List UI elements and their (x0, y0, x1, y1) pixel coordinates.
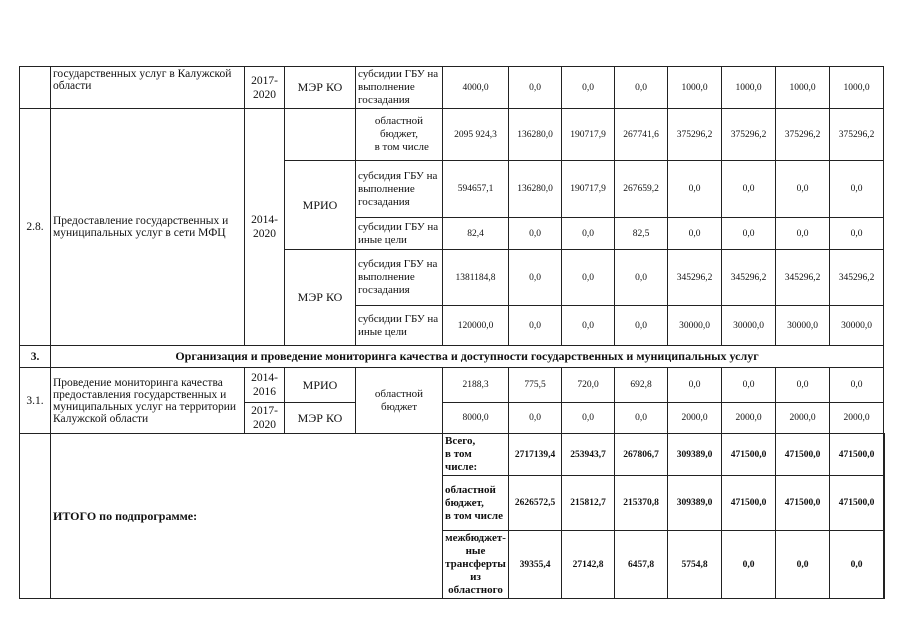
value-cell: 345296,2 (776, 250, 830, 306)
period-text: 2014- 2016 (251, 372, 278, 398)
period-cell (245, 368, 285, 403)
event-name-cell: Проведение мониторинга качества предоставления государственных и муниципальных услуг на территории Калужской области (51, 368, 245, 434)
value-cell: 345296,2 (668, 250, 722, 306)
executor-cell: МЭР КО (285, 67, 356, 109)
value-cell: 30000,0 (830, 306, 884, 346)
value-cell: 215370,8 (615, 476, 668, 531)
event-name-cell: Предоставление государственных и муниципальных услуг в сети МФЦ (51, 109, 245, 346)
funding-source-cell: субсидия ГБУ на выполнение госзадания (356, 250, 443, 306)
value-cell: 0,0 (722, 368, 776, 403)
funding-source-text: областной бюджет, в том числе (374, 115, 429, 153)
value-cell: 190717,9 (562, 161, 615, 218)
value-cell: 0,0 (562, 218, 615, 250)
value-cell: 1000,0 (668, 67, 722, 109)
value-cell: 0,0 (509, 218, 562, 250)
value-cell: 2626572,5 (509, 476, 562, 531)
value-cell: 0,0 (668, 368, 722, 403)
period-cell (245, 67, 285, 109)
period-cell (245, 109, 285, 346)
value-cell: 267806,7 (615, 434, 668, 476)
funding-source-text: областной бюджет, в том числе (445, 483, 503, 522)
value-cell: 0,0 (830, 218, 884, 250)
value-cell: 0,0 (509, 403, 562, 434)
value-cell: 0,0 (509, 250, 562, 306)
value-cell: 4000,0 (443, 67, 509, 109)
row-number-cell (20, 67, 51, 109)
value-cell: 0,0 (562, 306, 615, 346)
executor-cell: МРИО (285, 368, 356, 403)
value-cell: 0,0 (668, 218, 722, 250)
value-cell: 2000,0 (722, 403, 776, 434)
total-number-cell (20, 434, 51, 599)
value-cell: 720,0 (562, 368, 615, 403)
funding-source-cell: субсидии ГБУ на иные цели (356, 218, 443, 250)
funding-source-cell (443, 531, 509, 599)
value-cell: 0,0 (776, 161, 830, 218)
value-cell: 345296,2 (830, 250, 884, 306)
value-cell: 0,0 (830, 161, 884, 218)
funding-source-text: межбюджет- ные трансферты из областного (445, 532, 506, 596)
value-cell: 1381184,8 (443, 250, 509, 306)
period-text: 2017- 2020 (251, 405, 278, 431)
value-cell: 375296,2 (722, 109, 776, 161)
value-cell: 375296,2 (668, 109, 722, 161)
value-cell: 0,0 (509, 67, 562, 109)
value-cell (884, 531, 885, 599)
value-cell: 692,8 (615, 368, 668, 403)
value-cell: 471500,0 (830, 476, 884, 531)
event-name-cell: государственных услуг в Калужской области (51, 67, 245, 109)
value-cell: 1000,0 (830, 67, 884, 109)
period-cell (245, 403, 285, 434)
value-cell: 0,0 (776, 218, 830, 250)
value-cell: 0,0 (668, 161, 722, 218)
value-cell: 0,0 (562, 403, 615, 434)
value-cell: 30000,0 (668, 306, 722, 346)
value-cell: 30000,0 (776, 306, 830, 346)
value-cell: 345296,2 (722, 250, 776, 306)
value-cell: 0,0 (509, 306, 562, 346)
value-cell: 0,0 (615, 306, 668, 346)
value-cell: 27142,8 (562, 531, 615, 599)
executor-cell: МЭР КО (285, 403, 356, 434)
value-cell: 375296,2 (830, 109, 884, 161)
value-cell (884, 476, 885, 531)
value-cell: 136280,0 (509, 109, 562, 161)
value-cell: 0,0 (776, 368, 830, 403)
budget-table (19, 66, 885, 599)
row-number-cell: 3.1. (20, 368, 51, 434)
section-row (20, 346, 885, 368)
total-row (20, 434, 885, 476)
value-cell: 2000,0 (776, 403, 830, 434)
value-cell: 0,0 (776, 531, 830, 599)
value-cell: 0,0 (830, 368, 884, 403)
value-cell: 0,0 (562, 250, 615, 306)
executor-cell: МРИО (285, 161, 356, 250)
period-text: 2014- 2020 (251, 214, 278, 240)
value-cell: 8000,0 (443, 403, 509, 434)
value-cell: 0,0 (615, 67, 668, 109)
value-cell: 471500,0 (722, 434, 776, 476)
value-cell: 2000,0 (668, 403, 722, 434)
row-number-cell: 2.8. (20, 109, 51, 346)
value-cell: 471500,0 (722, 476, 776, 531)
value-cell: 30000,0 (722, 306, 776, 346)
value-cell: 253943,7 (562, 434, 615, 476)
value-cell: 309389,0 (668, 434, 722, 476)
value-cell: 0,0 (722, 161, 776, 218)
executor-cell (285, 109, 356, 161)
value-cell: 0,0 (562, 67, 615, 109)
funding-source-text: Всего, в том числе: (445, 435, 478, 473)
value-cell: 39355,4 (509, 531, 562, 599)
value-cell: 136280,0 (509, 161, 562, 218)
funding-source-cell: субсидии ГБУ на выполнение госзадания (356, 67, 443, 109)
value-cell: 2000,0 (830, 403, 884, 434)
value-cell: 6457,8 (615, 531, 668, 599)
value-cell: 215812,7 (562, 476, 615, 531)
period-text: 2017- 2020 (251, 74, 278, 101)
table-row (20, 109, 885, 161)
value-cell: 309389,0 (668, 476, 722, 531)
value-cell (884, 434, 885, 476)
section-number-cell: 3. (20, 346, 51, 368)
value-cell: 375296,2 (776, 109, 830, 161)
funding-source-cell: субсидии ГБУ на иные цели (356, 306, 443, 346)
value-cell: 120000,0 (443, 306, 509, 346)
total-label-cell: ИТОГО по подпрограмме: (51, 434, 443, 599)
funding-source-cell (356, 109, 443, 161)
value-cell: 2717139,4 (509, 434, 562, 476)
funding-source-cell: субсидия ГБУ на выполнение госзадания (356, 161, 443, 218)
table-row (20, 67, 885, 109)
value-cell: 0,0 (615, 250, 668, 306)
value-cell: 190717,9 (562, 109, 615, 161)
funding-source-text: областной бюджет (374, 387, 424, 413)
value-cell: 82,4 (443, 218, 509, 250)
value-cell: 267741,6 (615, 109, 668, 161)
value-cell: 775,5 (509, 368, 562, 403)
value-cell: 0,0 (615, 403, 668, 434)
value-cell: 267659,2 (615, 161, 668, 218)
funding-source-cell (443, 476, 509, 531)
funding-source-cell (356, 368, 443, 434)
value-cell: 471500,0 (776, 434, 830, 476)
value-cell: 1000,0 (722, 67, 776, 109)
value-cell: 471500,0 (830, 434, 884, 476)
value-cell: 0,0 (722, 218, 776, 250)
value-cell: 1000,0 (776, 67, 830, 109)
executor-cell: МЭР КО (285, 250, 356, 346)
value-cell: 2095 924,3 (443, 109, 509, 161)
value-cell: 471500,0 (776, 476, 830, 531)
value-cell: 2188,3 (443, 368, 509, 403)
value-cell: 5754,8 (668, 531, 722, 599)
value-cell: 594657,1 (443, 161, 509, 218)
value-cell: 0,0 (722, 531, 776, 599)
funding-source-cell (443, 434, 509, 476)
value-cell: 0,0 (830, 531, 884, 599)
table-row (20, 368, 885, 403)
value-cell: 82,5 (615, 218, 668, 250)
section-title-cell: Организация и проведение мониторинга качества и доступности государственных и муниципальных услуг (51, 346, 884, 368)
